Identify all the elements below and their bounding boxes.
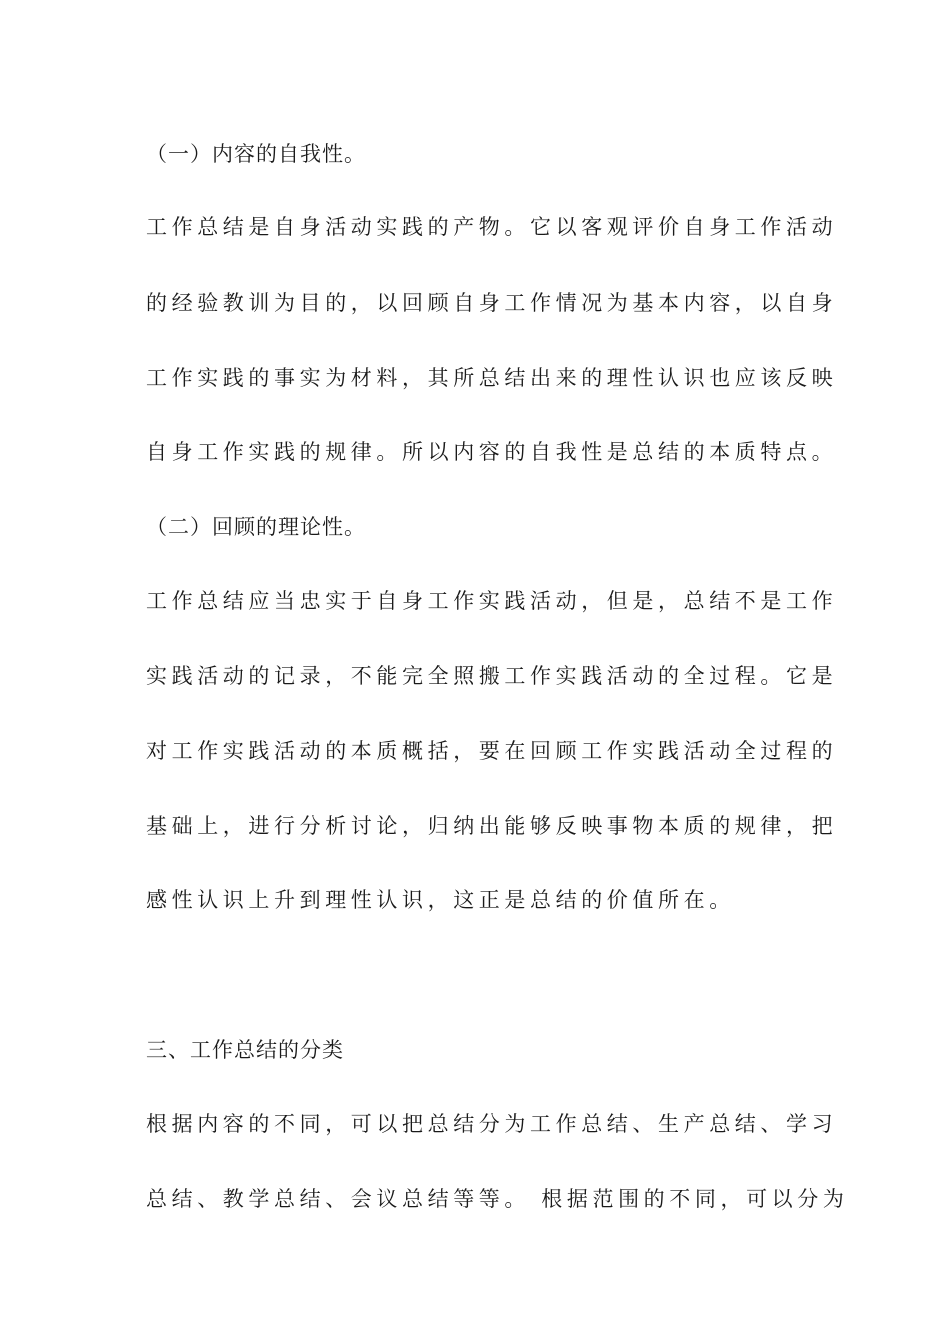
paragraph-line: 总结、教学总结、会议总结等等。 根据范围的不同，可以分为 xyxy=(146,1187,849,1211)
paragraph-line: 工作总结应当忠实于自身工作实践活动，但是，总结不是工作 xyxy=(146,589,838,613)
paragraph-line: 感性认识上升到理性认识，这正是总结的价值所在。 xyxy=(146,888,735,912)
paragraph-line: 实践活动的记录，不能完全照搬工作实践活动的全过程。它是 xyxy=(146,664,838,688)
paragraph-line: 基础上，进行分析讨论，归纳出能够反映事物本质的规律，把 xyxy=(146,814,838,838)
paragraph-line: 工作总结是自身活动实践的产物。它以客观评价自身工作活动 xyxy=(146,215,838,239)
paragraph-line: 的经验教训为目的，以回顾自身工作情况为基本内容，以自身 xyxy=(146,291,838,315)
subheading-1: （一）内容的自我性。 xyxy=(146,142,366,166)
paragraph-line: 根据内容的不同，可以把总结分为工作总结、生产总结、学习 xyxy=(146,1112,838,1136)
paragraph-line: 自身工作实践的规律。所以内容的自我性是总结的本质特点。 xyxy=(146,440,838,464)
paragraph-line: 工作实践的事实为材料，其所总结出来的理性认识也应该反映 xyxy=(146,366,838,390)
paragraph-line: 对工作实践活动的本质概括，要在回顾工作实践活动全过程的 xyxy=(146,739,838,763)
subheading-2: （二）回顾的理论性。 xyxy=(146,515,366,539)
section-heading: 三、工作总结的分类 xyxy=(146,1038,344,1062)
